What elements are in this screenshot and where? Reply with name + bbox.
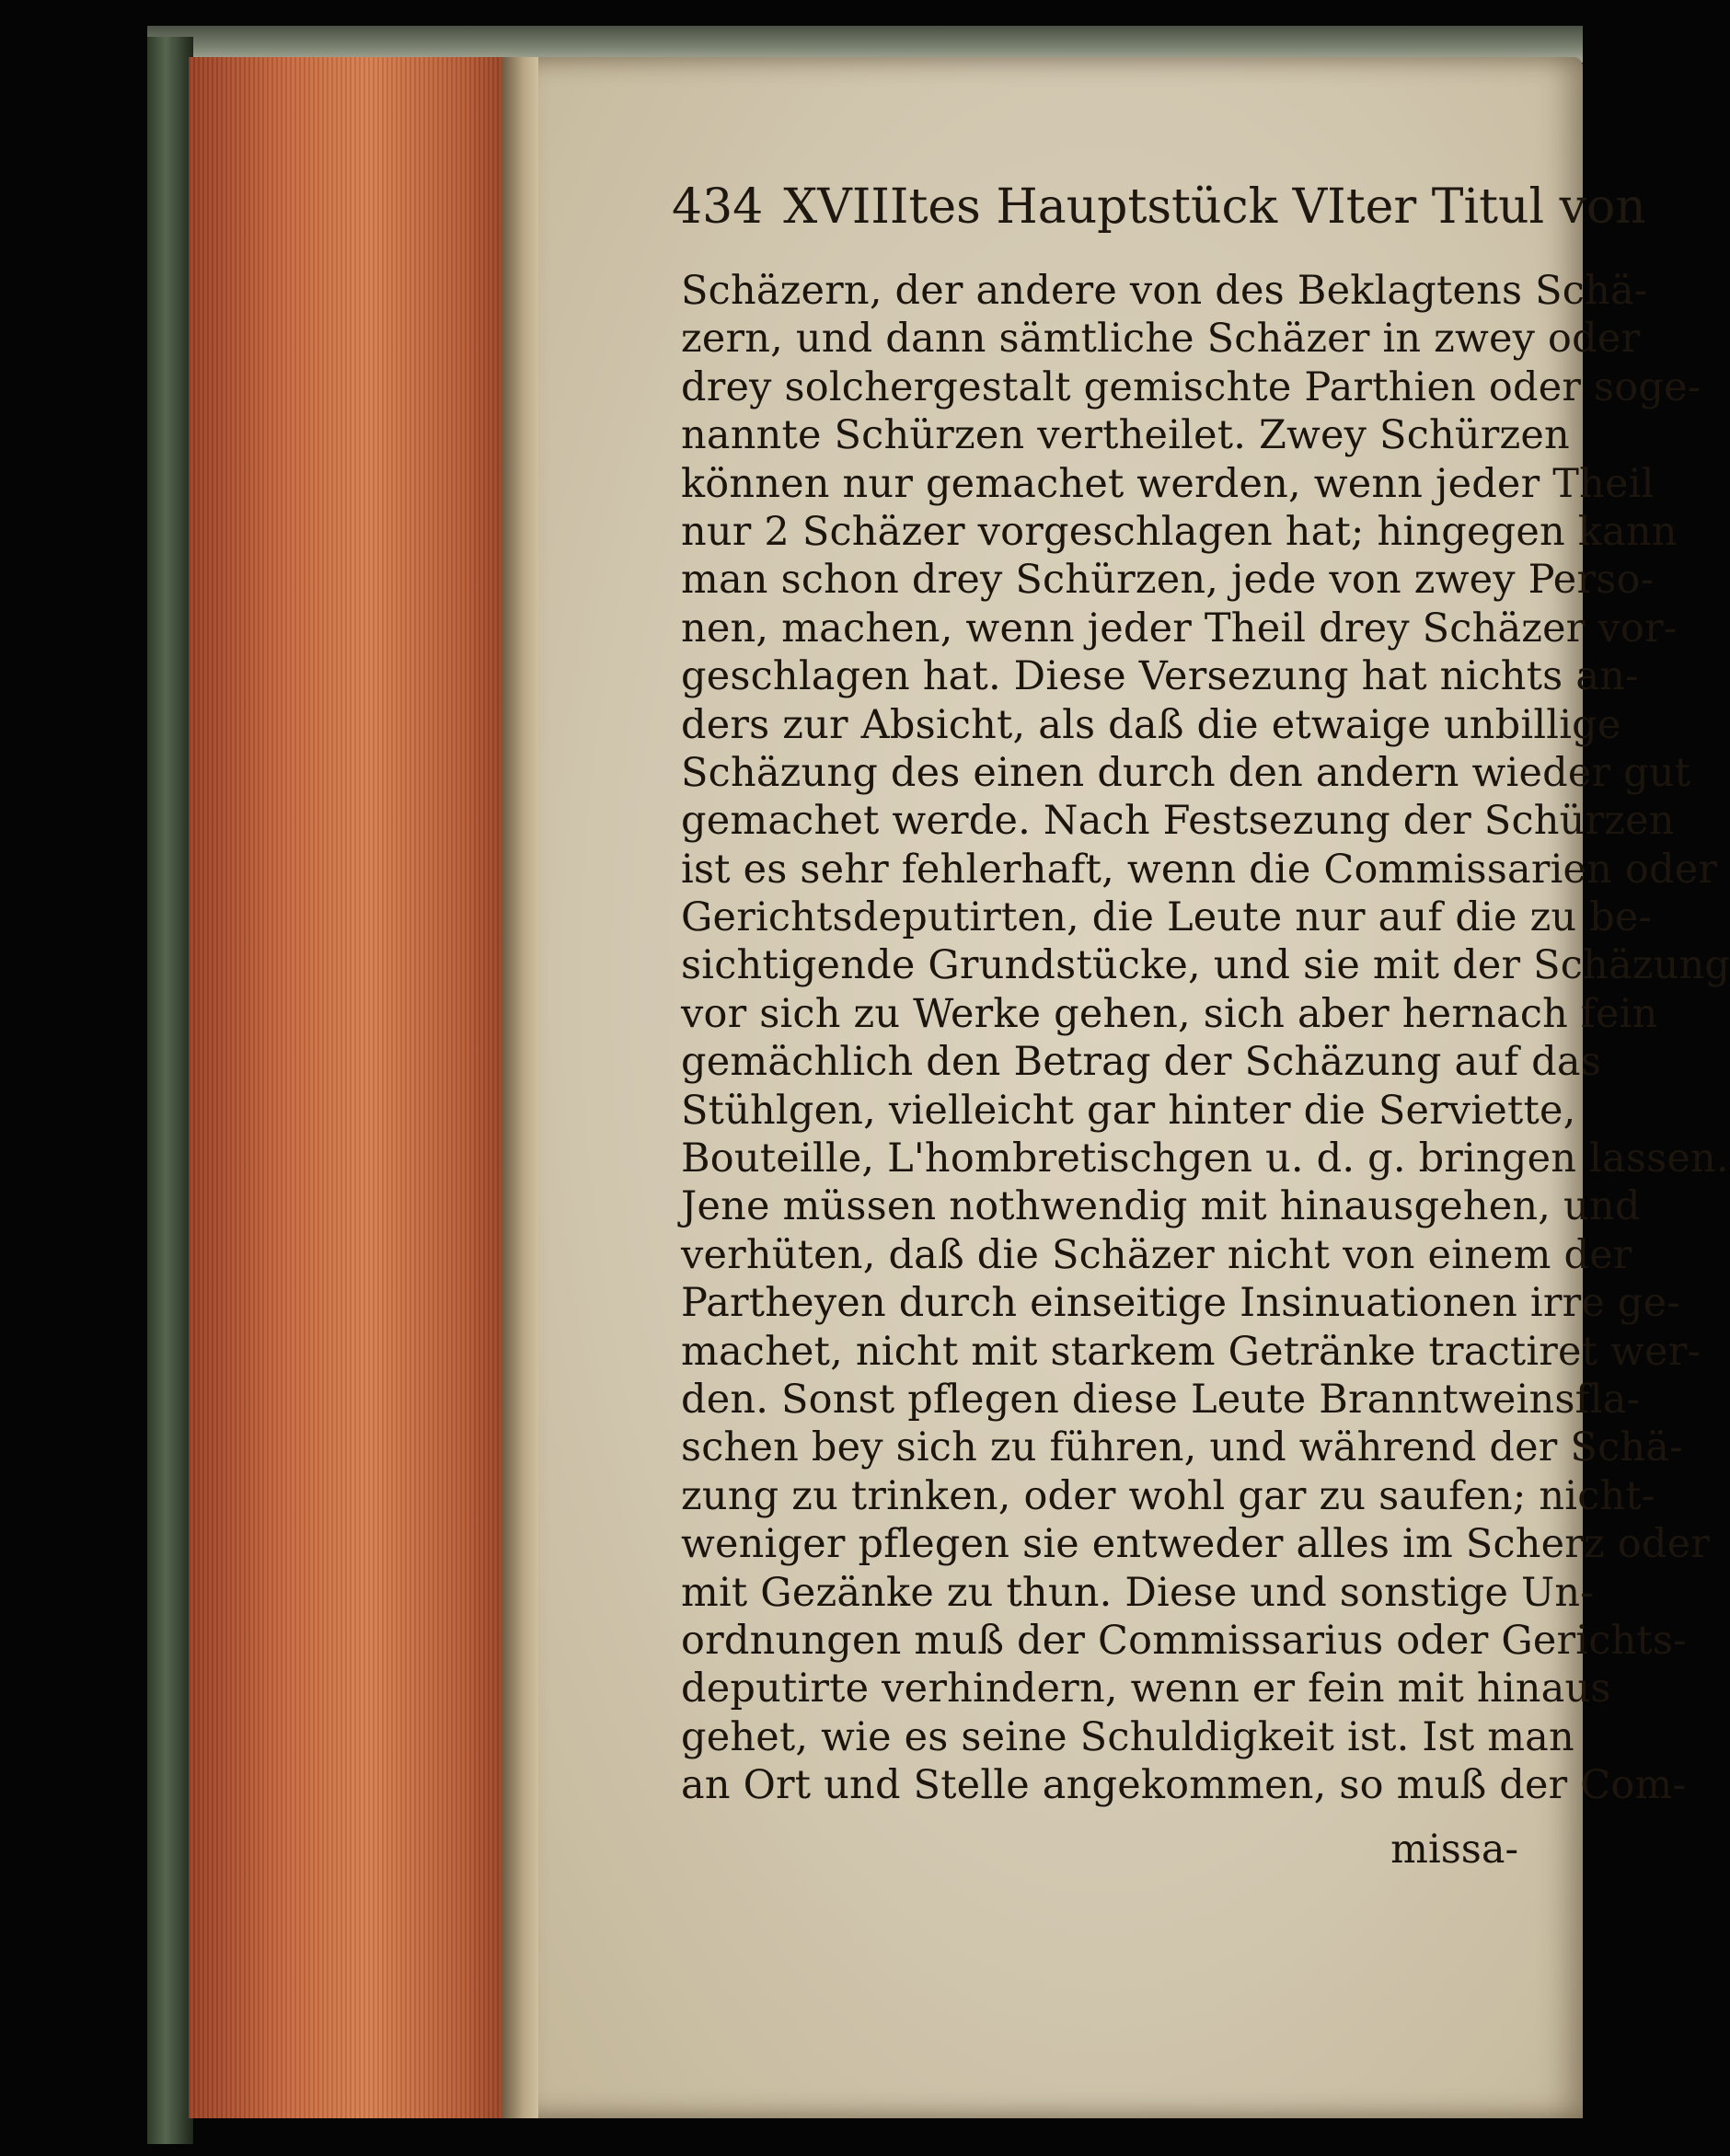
catchword: missa- (1390, 1827, 1518, 1873)
running-header (672, 170, 1646, 244)
text-line: zung zu trinken, oder wohl gar zu saufen; nicht- (681, 1472, 1655, 1519)
text-line: den. Sonst pflegen diese Leute Branntweinsfla- (681, 1376, 1641, 1423)
text-line: Partheyen durch einseitige Insinuationen irre ge- (681, 1280, 1680, 1327)
text-line: können nur gemachet werden, wenn jeder Theil (681, 460, 1655, 507)
text-line: ist es sehr fehlerhaft, wenn die Commissarien oder (681, 846, 1718, 893)
book-binding (147, 37, 193, 2144)
text-line: verhüten, daß die Schäzer nicht von einem der (681, 1231, 1632, 1278)
page-edges (189, 57, 515, 2118)
text-line: geschlagen hat. Diese Versezung hat nichts an- (681, 653, 1639, 700)
text-line: mit Gezänke zu thun. Diese und sonstige Un- (681, 1569, 1595, 1616)
text-line: Bouteille, L'hombretischgen u. d. g. bringen lassen. (681, 1136, 1729, 1182)
text-line: ders zur Absicht, als daß die etwaige unbillige (681, 701, 1621, 748)
page-gutter (502, 57, 538, 2118)
text-line: nannte Schürzen vertheilet. Zwey Schürzen (681, 412, 1570, 459)
text-line: weniger pflegen sie entweder alles im Scherz oder (681, 1521, 1710, 1568)
text-line: Schäzung des einen durch den andern wieder gut (681, 749, 1691, 796)
text-line: machet, nicht mit starkem Getränke tractiret wer- (681, 1328, 1701, 1375)
body-text (681, 267, 1730, 1886)
text-line: nur 2 Schäzer vorgeschlagen hat; hingegen kann (681, 508, 1678, 555)
text-line: Stühlgen, vielleicht gar hinter die Serviette, (681, 1087, 1576, 1134)
text-line: vor sich zu Werke gehen, sich aber hernach fein (681, 990, 1658, 1037)
text-line: gehet, wie es seine Schuldigkeit ist. Ist man (681, 1713, 1574, 1760)
text-line: deputirte verhindern, wenn er fein mit hinaus (681, 1666, 1611, 1712)
text-line: Jene müssen nothwendig mit hinausgehen, und (681, 1183, 1641, 1230)
text-line: gemachet werde. Nach Festsezung der Schürzen (681, 798, 1675, 845)
text-line: Gerichtsdeputirten, die Leute nur auf die zu be- (681, 894, 1653, 941)
text-line: ordnungen muß der Commissarius oder Gerichts- (681, 1617, 1687, 1664)
text-line: sichtigende Grundstücke, und sie mit der Schäzung (681, 942, 1730, 989)
text-line: an Ort und Stelle angekommen, so muß der Com- (681, 1762, 1687, 1809)
text-line: zern, und dann sämtliche Schäzer in zwey oder (681, 316, 1641, 363)
page-number: 434 (672, 179, 764, 235)
text-line: gemächlich den Betrag der Schäzung auf das (681, 1039, 1602, 1086)
text-line: drey solchergestalt gemischte Parthien oder soge- (681, 363, 1701, 410)
text-line: schen bey sich zu führen, und während der Schä- (681, 1424, 1683, 1471)
text-line: nen, machen, wenn jeder Theil drey Schäzer vor- (681, 605, 1678, 651)
running-title: XVIIItes Hauptstück VIter Titul von (783, 179, 1646, 235)
text-line: man schon drey Schürzen, jede von zwey Perso- (681, 557, 1655, 604)
text-line: Schäzern, der andere von des Beklagtens Schä- (681, 268, 1648, 314)
